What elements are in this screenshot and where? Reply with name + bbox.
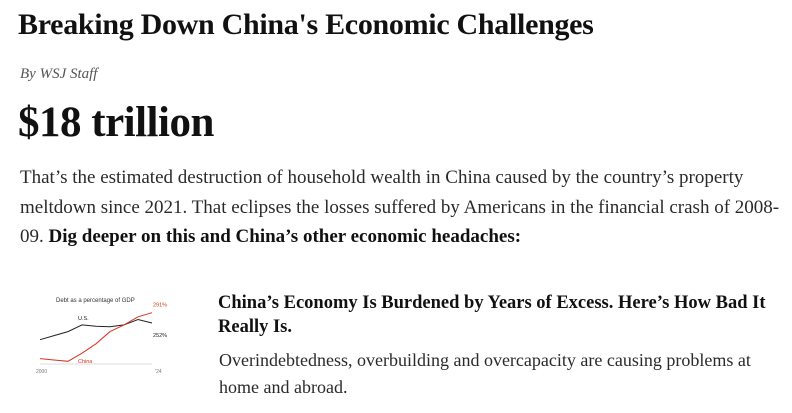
x-tick-label-start: 2000: [36, 369, 48, 375]
article-headline: Breaking Down China's Economic Challenges: [18, 8, 594, 41]
series-end-label-us: 252%: [153, 332, 168, 339]
series-label-us: U.S.: [78, 315, 89, 322]
dig-deeper-link[interactable]: Dig deeper on this and China’s other economic headaches:: [48, 226, 522, 247]
series-label-china: China: [78, 359, 93, 366]
x-tick-label-end: ’24: [155, 369, 162, 375]
big-stat: $18 trillion: [18, 99, 214, 146]
byline: By WSJ Staff: [20, 66, 98, 82]
related-article-dek: Overindebtedness, overbuilding and overcapacity are causing problems at home and abroad.: [219, 350, 751, 397]
related-chart-thumbnail[interactable]: [28, 294, 176, 376]
debt-chart: [28, 294, 176, 376]
series-line-china: [40, 313, 152, 362]
related-article-title[interactable]: China’s Economy Is Burdened by Years of Excess. Here’s How Bad It Really Is.: [218, 293, 766, 337]
lede-paragraph: [20, 163, 780, 252]
series-line-us: [40, 320, 152, 340]
chart-title: Debt as a percentage of GDP: [56, 298, 135, 304]
lede-text: That’s the estimated destruction of household wealth in China caused by the country’s property meltdown since 2021. That eclipses the losses suffered by Americans in the financial crash of 2008-09.: [20, 167, 780, 247]
series-end-label-china: 291%: [153, 302, 168, 309]
